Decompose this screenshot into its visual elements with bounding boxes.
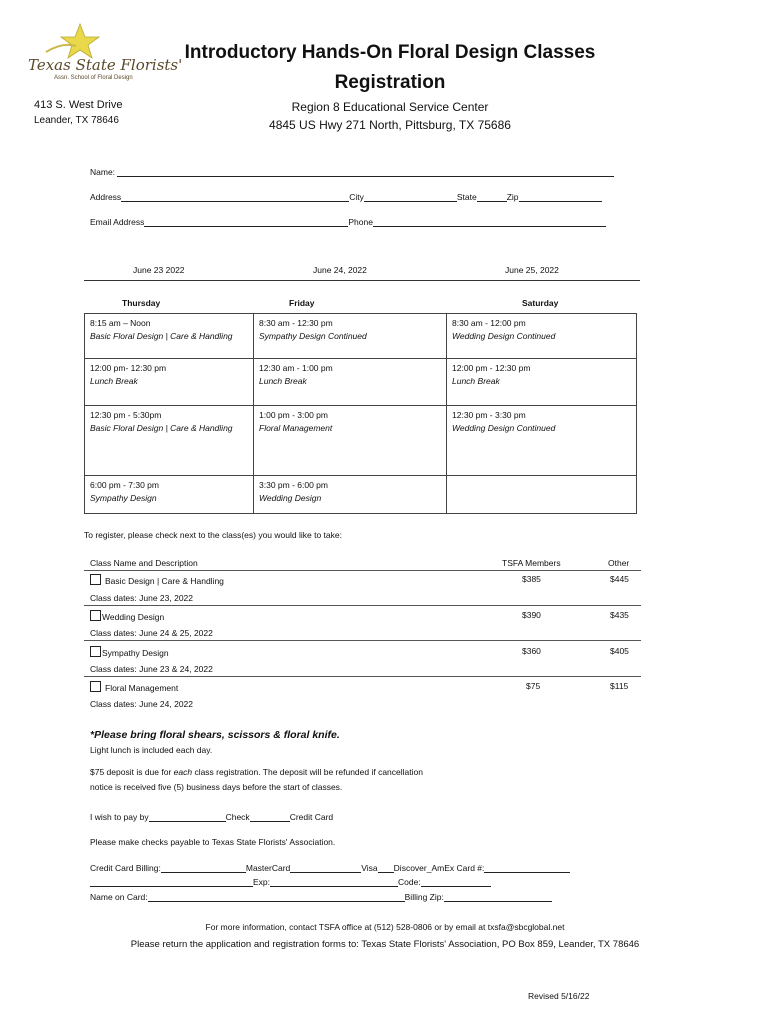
billing-zip-line[interactable] [444, 891, 552, 902]
slot-time: 1:00 pm - 3:00 pm [259, 410, 328, 420]
other-header: Other [608, 558, 630, 568]
billing-zip-label: Billing Zip: [404, 892, 444, 902]
cc-billing-label: Credit Card Billing: [90, 863, 161, 873]
amex-label: _AmEx Card #: [426, 863, 485, 873]
phone-label: Phone [348, 217, 373, 227]
org-address [34, 97, 122, 129]
class-rule [84, 605, 641, 606]
date-saturday: June 25, 2022 [505, 265, 559, 275]
payable-note: Please make checks payable to Texas State Florists' Association. [90, 837, 336, 847]
schedule-cell [254, 359, 447, 406]
bring-note: *Please bring floral shears, scissors & floral knife. [90, 729, 340, 741]
schedule-cell [447, 314, 637, 359]
lunch-note: Light lunch is included each day. [90, 745, 213, 755]
slot-time: 12:00 pm - 12:30 pm [452, 363, 531, 373]
class-rule [84, 640, 641, 641]
state-line[interactable] [477, 191, 507, 202]
class-row [90, 610, 640, 622]
schedule-row [85, 314, 637, 359]
date-thursday: June 23 2022 [133, 265, 185, 275]
schedule-cell [85, 359, 254, 406]
slot-time: 8:15 am – Noon [90, 318, 151, 328]
slot-desc: Wedding Design Continued [452, 331, 556, 341]
class-row [90, 681, 640, 693]
mastercard-line[interactable] [290, 862, 361, 873]
address-line[interactable] [121, 191, 349, 202]
class-name: Basic Design | Care & Handling [105, 576, 224, 586]
email-row [90, 216, 606, 227]
slot-desc: Wedding Design [259, 493, 322, 503]
title-line-2: Registration [334, 72, 446, 93]
name-on-card-row [90, 891, 552, 902]
schedule-cell [254, 314, 447, 359]
cc-billing-line[interactable] [161, 862, 246, 873]
class-rule [84, 676, 641, 677]
city-label: City [349, 192, 364, 202]
class-name: Wedding Design [102, 612, 165, 622]
schedule-cell [254, 406, 447, 476]
phone-line[interactable] [373, 216, 606, 227]
member-price: $390 [522, 610, 541, 620]
day-thursday: Thursday [122, 298, 161, 308]
slot-desc: Floral Management [259, 423, 333, 433]
date-friday: June 24, 2022 [313, 265, 367, 275]
name-on-card-line[interactable] [148, 891, 405, 902]
address-label: Address [90, 192, 122, 202]
pay-by-row [90, 811, 333, 822]
other-price: $405 [610, 646, 629, 656]
deposit-note [90, 765, 423, 795]
member-price: $75 [526, 681, 541, 691]
schedule-cell [254, 476, 447, 514]
credit-card-line[interactable] [250, 811, 290, 822]
return-instructions: Please return the application and registration forms to: Texas State Florists' Association, PO Box 859, Leander, TX 78646 [130, 939, 640, 950]
code-label: Code: [398, 877, 421, 887]
credit-card-label: Credit Card [289, 812, 334, 822]
class-checkbox[interactable] [90, 681, 101, 692]
deposit-text-b: class registration. The deposit will be refunded if cancellation [192, 767, 423, 777]
classes-header-rule [84, 570, 641, 571]
slot-desc: Basic Floral Design | Care & Handling [90, 423, 233, 433]
member-price: $385 [522, 574, 541, 584]
other-price: $435 [610, 610, 629, 620]
class-name: Floral Management [105, 683, 179, 693]
slot-desc: Basic Floral Design | Care & Handling [90, 331, 233, 341]
logo-subtitle: Assn. School of Floral Design [54, 75, 133, 81]
venue-line2: 4845 US Hwy 271 North, Pittsburg, TX 75686 [269, 118, 511, 132]
slot-time: 12:30 pm - 3:30 pm [452, 410, 526, 420]
name-line[interactable] [117, 166, 614, 177]
code-line[interactable] [421, 876, 491, 887]
check-label: Check [225, 812, 250, 822]
schedule-row [85, 476, 637, 514]
slot-desc: Wedding Design Continued [452, 423, 556, 433]
contact-info: For more information, contact TSFA office at (512) 528-0806 or by email at txsfa@sbcglobal.net [205, 922, 565, 932]
zip-label: Zip [506, 192, 519, 202]
check-line[interactable] [149, 811, 226, 822]
venue-address [230, 98, 550, 134]
zip-line[interactable] [519, 191, 602, 202]
deposit-line2: notice is received five (5) business days before the start of classes. [90, 782, 343, 792]
exp-line[interactable] [270, 876, 398, 887]
logo-name: Texas State Florists' [28, 56, 183, 74]
discover-label: Discover [393, 863, 427, 873]
email-label: Email Address [90, 217, 145, 227]
day-saturday: Saturday [522, 298, 559, 308]
member-price: $360 [522, 646, 541, 656]
exp-label: Exp: [253, 877, 271, 887]
deposit-text-a: $75 deposit is due for [90, 767, 174, 777]
day-friday: Friday [289, 298, 315, 308]
address-row [90, 191, 602, 202]
class-name-header: Class Name and Description [90, 558, 198, 568]
schedule-cell [85, 314, 254, 359]
other-price: $115 [610, 681, 629, 691]
class-checkbox[interactable] [90, 574, 101, 585]
deposit-emphasis: each [173, 767, 193, 777]
class-dates: Class dates: June 24, 2022 [90, 699, 194, 709]
class-dates: Class dates: June 23 & 24, 2022 [90, 664, 213, 674]
cc-billing-row [90, 862, 570, 873]
class-dates: Class dates: June 24 & 25, 2022 [90, 628, 213, 638]
card-number-line[interactable] [484, 862, 570, 873]
class-row [90, 646, 640, 658]
schedule-cell [85, 476, 254, 514]
dates-rule [84, 280, 640, 281]
slot-time: 3:30 pm - 6:00 pm [259, 480, 328, 490]
slot-desc: Lunch Break [452, 376, 500, 386]
schedule-row [85, 359, 637, 406]
venue-line1: Region 8 Educational Service Center [291, 100, 489, 114]
slot-time: 8:30 am - 12:00 pm [452, 318, 526, 328]
slot-time: 12:30 pm - 5:30pm [90, 410, 162, 420]
class-row [90, 574, 640, 586]
org-address-line1: 413 S. West Drive [34, 99, 123, 111]
members-header: TSFA Members [502, 558, 561, 568]
slot-time: 6:00 pm - 7:30 pm [90, 480, 159, 490]
slot-desc: Sympathy Design [90, 493, 157, 503]
visa-line[interactable] [378, 862, 394, 873]
class-name: Sympathy Design [102, 648, 169, 658]
slot-time: 12:00 pm- 12:30 pm [90, 363, 167, 373]
exp-row [90, 876, 491, 887]
name-on-card-label: Name on Card: [90, 892, 148, 902]
visa-label: Visa [361, 863, 378, 873]
other-price: $445 [610, 574, 629, 584]
slot-time: 8:30 am - 12:30 pm [259, 318, 333, 328]
mastercard-label: MasterCard [245, 863, 291, 873]
schedule-cell [447, 359, 637, 406]
state-label: State [456, 192, 477, 202]
cc-billing-line-2[interactable] [90, 876, 253, 887]
class-dates: Class dates: June 23, 2022 [90, 593, 194, 603]
deposit-line1 [90, 765, 423, 780]
class-checkbox[interactable] [90, 646, 101, 657]
register-instruction: To register, please check next to the class(es) you would like to take: [84, 530, 342, 540]
page-title [160, 38, 620, 98]
email-line[interactable] [144, 216, 348, 227]
classes-header [90, 558, 640, 568]
city-line[interactable] [364, 191, 457, 202]
schedule-cell [447, 476, 637, 514]
title-line-1: Introductory Hands-On Floral Design Classes [184, 42, 596, 63]
name-field[interactable] [90, 166, 614, 177]
slot-desc: Lunch Break [259, 376, 307, 386]
schedule-table [84, 313, 637, 514]
slot-time: 12:30 am - 1:00 pm [259, 363, 333, 373]
class-checkbox[interactable] [90, 610, 101, 621]
name-label: Name: [90, 167, 116, 177]
slot-desc: Sympathy Design Continued [259, 331, 367, 341]
logo [28, 22, 183, 92]
pay-by-label: I wish to pay by [90, 812, 149, 822]
schedule-cell [85, 406, 254, 476]
schedule-row [85, 406, 637, 476]
revised-date: Revised 5/16/22 [528, 991, 590, 1001]
org-address-line2: Leander, TX 78646 [34, 115, 119, 126]
schedule-cell [447, 406, 637, 476]
slot-desc: Lunch Break [90, 376, 138, 386]
